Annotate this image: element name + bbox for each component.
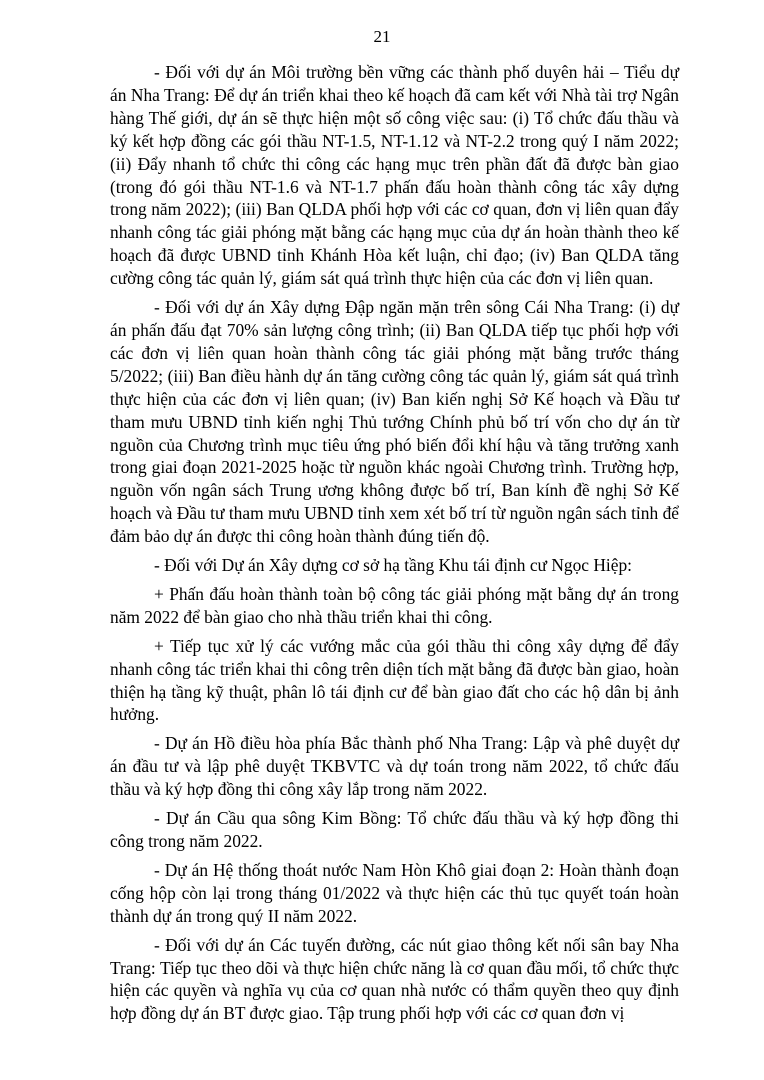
paragraph-moi-truong-ben-vung: - Đối với dự án Môi trường bền vững các thành phố duyên hải – Tiểu dự án Nha Trang: Để dự án triển khai theo kế hoạch đã cam kết với Nhà tài trợ Ngân hàng Thế giới, dự án sẽ thực hiện một số công việc sau: (i) Tổ chức đấu thầu và ký kết hợp đồng các gói thầu NT-1.5, NT-1.12 và NT-2.2 trong quý I năm 2022; (ii) Đẩy nhanh tổ chức thi công các hạng mục trên phần đất đã được bàn giao (trong đó gói thầu NT-1.6 và NT-1.7 phấn đấu hoàn thành công tác xây dựng trong năm 2022); (iii) Ban QLDA phối hợp với các cơ quan, đơn vị liên quan đẩy nhanh công tác giải phóng mặt bằng các hạng mục của dự án hoàn thành theo kế hoạch đã được UBND tỉnh Khánh Hòa kết luận, chỉ đạo; (iv) Ban QLDA tăng cường công tác quản lý, giám sát quá trình thực hiện của các đơn vị liên quan. [110,62,679,289]
paragraph-thoat-nuoc-hon-kho: - Dự án Hệ thống thoát nước Nam Hòn Khô giai đoạn 2: Hoàn thành đoạn cống hộp còn lại trong tháng 01/2022 và thực hiện các thủ tục quyết toán hoàn thành dự án trong quý II năm 2022. [110,859,679,926]
paragraph-cau-kim-bong: - Dự án Cầu qua sông Kim Bồng: Tổ chức đấu thầu và ký hợp đồng thi công trong năm 2022. [110,808,679,851]
paragraph-ho-dieu-hoa: - Dự án Hồ điều hòa phía Bắc thành phố Nha Trang: Lập và phê duyệt dự án đầu tư và lập phê duyệt TKBVTC và dự toán trong năm 2022, tổ chức đấu thầu và ký hợp đồng thi công xây lắp trong năm 2022. [110,733,679,800]
paragraph-dap-ngan-man: - Đối với dự án Xây dựng Đập ngăn mặn trên sông Cái Nha Trang: (i) dự án phấn đấu đạt 70% sản lượng công trình; (ii) Ban QLDA tiếp tục phối hợp với các đơn vị liên quan hoàn thành công tác giải phóng mặt bằng trước tháng 5/2022; (iii) Ban điều hành dự án tăng cường công tác quản lý, giám sát quá trình thực hiện của các đơn vị liên quan; (iv) Ban kiến nghị Sở Kế hoạch và Đầu tư tham mưu UBND tỉnh kiến nghị Thủ tướng Chính phủ bố trí vốn cho dự án từ nguồn của Chương trình mục tiêu ứng phó biến đổi khí hậu và tăng trưởng xanh trong giai đoạn 2021-2025 hoặc từ nguồn khác ngoài Chương trình. Trường hợp, nguồn vốn ngân sách Trung ương không được bố trí, Ban kính đề nghị Sở Kế hoạch và Đầu tư tham mưu UBND tỉnh xem xét bố trí từ nguồn ngân sách tỉnh để đảm bảo dự án được thi công hoàn thành đúng tiến độ. [110,297,679,547]
paragraph-vuong-mac-goi-thau: + Tiếp tục xử lý các vướng mắc của gói thầu thi công xây dựng để đẩy nhanh công tác triển khai thi công trên diện tích mặt bằng đã được bàn giao, hoàn thiện hạ tầng kỹ thuật, phân lô tái định cư để bàn giao đất cho các hộ dân bị ảnh hưởng. [110,635,679,725]
paragraph-giai-phong-mat-bang: + Phấn đấu hoàn thành toàn bộ công tác giải phóng mặt bằng dự án trong năm 2022 để bàn giao cho nhà thầu triển khai thi công. [110,583,679,627]
paragraph-tai-dinh-cu-ngoc-hiep: - Đối với Dự án Xây dựng cơ sở hạ tầng Khu tái định cư Ngọc Hiệp: [154,555,632,576]
document-body [110,61,679,1031]
page-number: 21 [373,27,391,46]
paragraph-ket-noi-san-bay: - Đối với dự án Các tuyến đường, các nút giao thông kết nối sân bay Nha Trang: Tiếp tục theo dõi và thực hiện chức năng là cơ quan đầu mối, tổ chức thực hiện các quyền và nghĩa vụ của cơ quan nhà nước có thẩm quyền theo quy định hợp đồng dự án BT được giao. Tập trung phối hợp với các cơ quan đơn vị [110,934,679,1024]
